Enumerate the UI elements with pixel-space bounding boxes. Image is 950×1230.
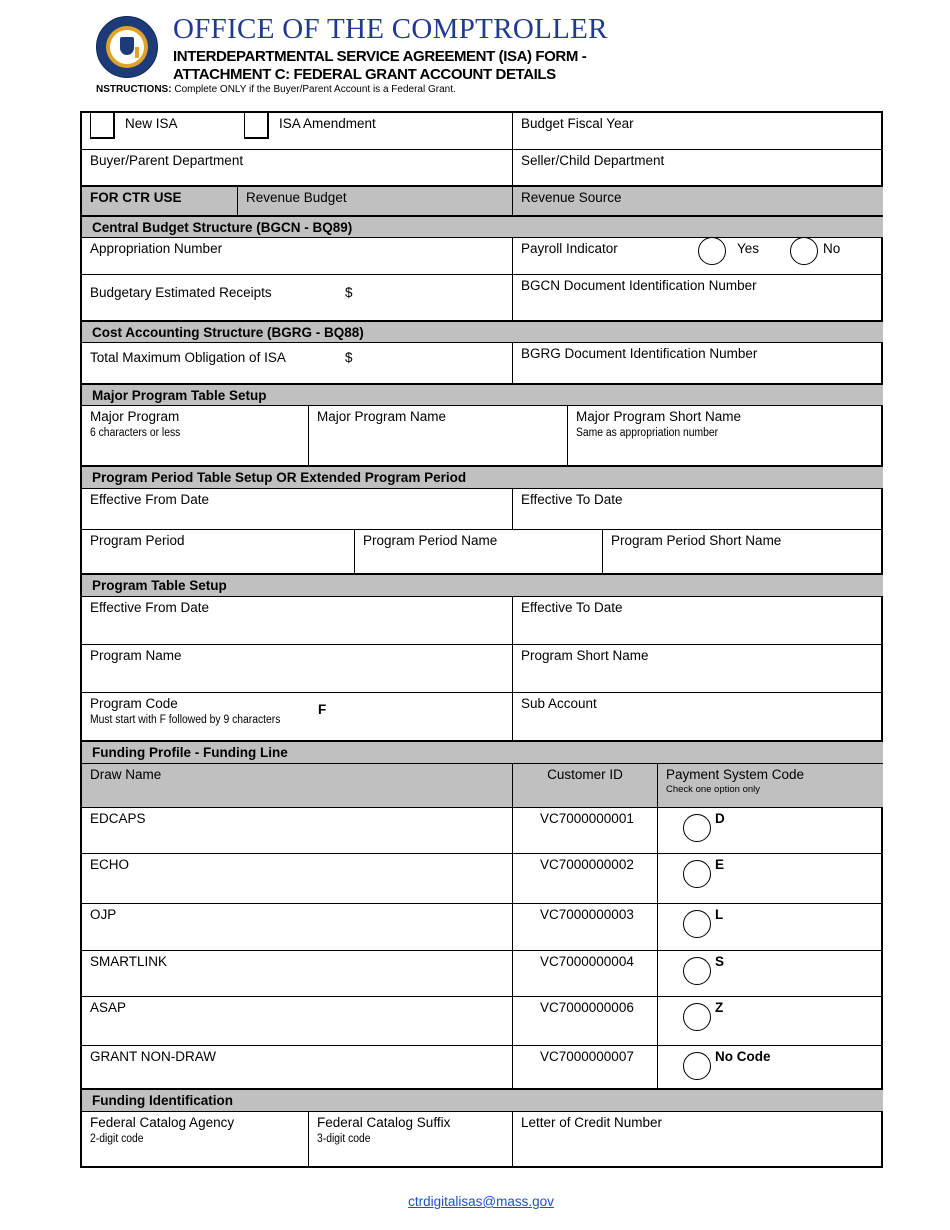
- payment-code-radio[interactable]: [683, 814, 711, 842]
- hint: 2-digit code: [90, 1133, 144, 1145]
- payment-code-radio[interactable]: [683, 957, 711, 985]
- hint: 6 characters or less: [90, 427, 181, 439]
- program-period-field[interactable]: [82, 530, 355, 575]
- payment-code-cell: [658, 1046, 883, 1090]
- federal-catalog-agency-field[interactable]: [82, 1112, 309, 1166]
- label: Letter of Credit Number: [521, 1115, 663, 1130]
- label: Buyer/Parent Department: [90, 153, 244, 168]
- label: Program Period Name: [363, 533, 498, 548]
- program-name-field[interactable]: [82, 645, 513, 693]
- draw-name-cell: ASAP: [82, 997, 513, 1046]
- label: Program Period Short Name: [611, 533, 782, 548]
- label: Program Short Name: [521, 648, 649, 663]
- section-header-funding-profile: Funding Profile - Funding Line: [82, 740, 883, 764]
- label: Program Code: [90, 696, 178, 711]
- letter-of-credit-field[interactable]: [513, 1112, 883, 1166]
- seller-department-field[interactable]: [513, 150, 883, 186]
- program-code-field[interactable]: [82, 693, 513, 742]
- label: Effective From Date: [90, 492, 210, 507]
- payment-code-label: No Code: [715, 1049, 771, 1064]
- payment-code-radio[interactable]: [683, 1052, 711, 1080]
- label: Major Program: [90, 409, 180, 424]
- draw-name-cell: ECHO: [82, 854, 513, 904]
- form-title: INTERDEPARTMENTAL SERVICE AGREEMENT (ISA) FORM -: [173, 48, 587, 65]
- label: Payroll Indicator: [521, 241, 618, 256]
- appropriation-number-field[interactable]: [82, 238, 513, 275]
- col-payment-system-code: [658, 764, 883, 808]
- buyer-department-field[interactable]: [82, 150, 513, 186]
- payment-code-cell: [658, 904, 883, 951]
- customer-id-cell: VC7000000007: [513, 1046, 658, 1090]
- bgrg-document-id-field[interactable]: [513, 343, 883, 385]
- draw-name-cell: GRANT NON-DRAW: [82, 1046, 513, 1090]
- payment-code-label: E: [715, 857, 725, 872]
- instructions-label: NSTRUCTIONS:: [96, 84, 172, 95]
- payroll-indicator-cell: [513, 238, 883, 275]
- payroll-yes-radio[interactable]: [698, 237, 726, 265]
- label: Seller/Child Department: [521, 153, 665, 168]
- label: Program Period: [90, 533, 185, 548]
- customer-id-cell: VC7000000003: [513, 904, 658, 951]
- label: Federal Catalog Suffix: [317, 1115, 451, 1130]
- hint: Check one option only: [666, 784, 761, 795]
- payment-code-cell: [658, 951, 883, 997]
- draw-name-cell: EDCAPS: [82, 808, 513, 854]
- label: Major Program Name: [317, 409, 447, 424]
- section-header-program-period: Program Period Table Setup OR Extended Program Period: [82, 465, 883, 489]
- label: Effective From Date: [90, 600, 210, 615]
- pt-effective-from-field[interactable]: [82, 597, 513, 645]
- code-prefix: F: [318, 702, 327, 717]
- dollar-sign: $: [345, 350, 353, 365]
- payment-code-cell: [658, 854, 883, 904]
- instructions: [96, 84, 456, 95]
- label: Effective To Date: [521, 600, 623, 615]
- budgetary-receipts-field[interactable]: [82, 275, 513, 322]
- section-header-central-budget: Central Budget Structure (BGCN - BQ89): [82, 215, 883, 238]
- isa-amendment-label: ISA Amendment: [279, 116, 376, 131]
- draw-name-cell: OJP: [82, 904, 513, 951]
- payroll-no-radio[interactable]: [790, 237, 818, 265]
- label: Major Program Short Name: [576, 409, 742, 424]
- ctr-use-label: FOR CTR USE: [82, 186, 238, 217]
- office-title: OFFICE OF THE COMPTROLLER: [173, 13, 608, 45]
- grant-form: [80, 111, 883, 1168]
- label: Revenue Budget: [246, 190, 347, 205]
- label: Total Maximum Obligation of ISA: [90, 350, 286, 365]
- payment-code-label: S: [715, 954, 725, 969]
- label: Program Name: [90, 648, 182, 663]
- payment-code-label: Z: [715, 1000, 724, 1015]
- revenue-source-field[interactable]: [513, 186, 883, 217]
- budget-fiscal-year-field[interactable]: [513, 113, 883, 150]
- form-subtitle: ATTACHMENT C: FEDERAL GRANT ACCOUNT DETAILS: [173, 66, 556, 83]
- col-customer-id: Customer ID: [513, 764, 658, 808]
- label: Sub Account: [521, 696, 597, 711]
- sub-account-field[interactable]: [513, 693, 883, 742]
- isa-type-cell: [82, 113, 513, 150]
- payment-code-radio[interactable]: [683, 910, 711, 938]
- dollar-sign: $: [345, 285, 353, 300]
- payment-code-label: L: [715, 907, 724, 922]
- customer-id-cell: VC7000000006: [513, 997, 658, 1046]
- label: Budget Fiscal Year: [521, 116, 634, 131]
- section-header-major-program: Major Program Table Setup: [82, 383, 883, 406]
- instructions-text: Complete ONLY if the Buyer/Parent Account is a Federal Grant.: [171, 84, 456, 95]
- label: Revenue Source: [521, 190, 622, 205]
- program-period-name-field[interactable]: [355, 530, 603, 575]
- bgcn-document-id-field[interactable]: [513, 275, 883, 322]
- major-program-short-name-field[interactable]: [568, 406, 883, 467]
- payment-code-cell: [658, 997, 883, 1046]
- label: Federal Catalog Agency: [90, 1115, 235, 1130]
- label: Budgetary Estimated Receipts: [90, 285, 272, 300]
- pp-effective-from-field[interactable]: [82, 489, 513, 530]
- major-program-field[interactable]: [82, 406, 309, 467]
- customer-id-cell: VC7000000001: [513, 808, 658, 854]
- payment-code-cell: [658, 808, 883, 854]
- major-program-name-field[interactable]: [309, 406, 568, 467]
- customer-id-cell: VC7000000004: [513, 951, 658, 997]
- payment-code-label: D: [715, 811, 725, 826]
- payment-code-radio[interactable]: [683, 1003, 711, 1031]
- federal-catalog-suffix-field[interactable]: [309, 1112, 513, 1166]
- hint: 3-digit code: [317, 1133, 371, 1145]
- draw-name-cell: SMARTLINK: [82, 951, 513, 997]
- label: BGRG Document Identification Number: [521, 346, 758, 361]
- program-period-short-name-field[interactable]: [603, 530, 883, 575]
- label: Appropriation Number: [90, 241, 223, 256]
- section-header-program-table: Program Table Setup: [82, 573, 883, 597]
- label: BGCN Document Identification Number: [521, 278, 757, 293]
- col-draw-name: Draw Name: [82, 764, 513, 808]
- new-isa-label: New ISA: [125, 116, 178, 131]
- isa-amendment-checkbox[interactable]: [244, 111, 269, 139]
- hint: Same as appropriation number: [576, 427, 719, 439]
- comptroller-seal-logo: [96, 16, 158, 78]
- total-max-obligation-field[interactable]: [82, 343, 513, 385]
- section-header-funding-identification: Funding Identification: [82, 1088, 883, 1112]
- revenue-budget-field[interactable]: [238, 186, 513, 217]
- pp-effective-to-field[interactable]: [513, 489, 883, 530]
- contact-email-link[interactable]: ctrdigitalisas@mass.gov: [408, 1194, 554, 1209]
- section-header-cost-accounting: Cost Accounting Structure (BGRG - BQ88): [82, 320, 883, 343]
- yes-label: Yes: [737, 241, 760, 256]
- label: Payment System Code: [666, 767, 805, 782]
- no-label: No: [823, 241, 841, 256]
- new-isa-checkbox[interactable]: [90, 111, 115, 139]
- payment-code-radio[interactable]: [683, 860, 711, 888]
- hint: Must start with F followed by 9 characters: [90, 714, 281, 726]
- pt-effective-to-field[interactable]: [513, 597, 883, 645]
- label: Effective To Date: [521, 492, 623, 507]
- program-short-name-field[interactable]: [513, 645, 883, 693]
- customer-id-cell: VC7000000002: [513, 854, 658, 904]
